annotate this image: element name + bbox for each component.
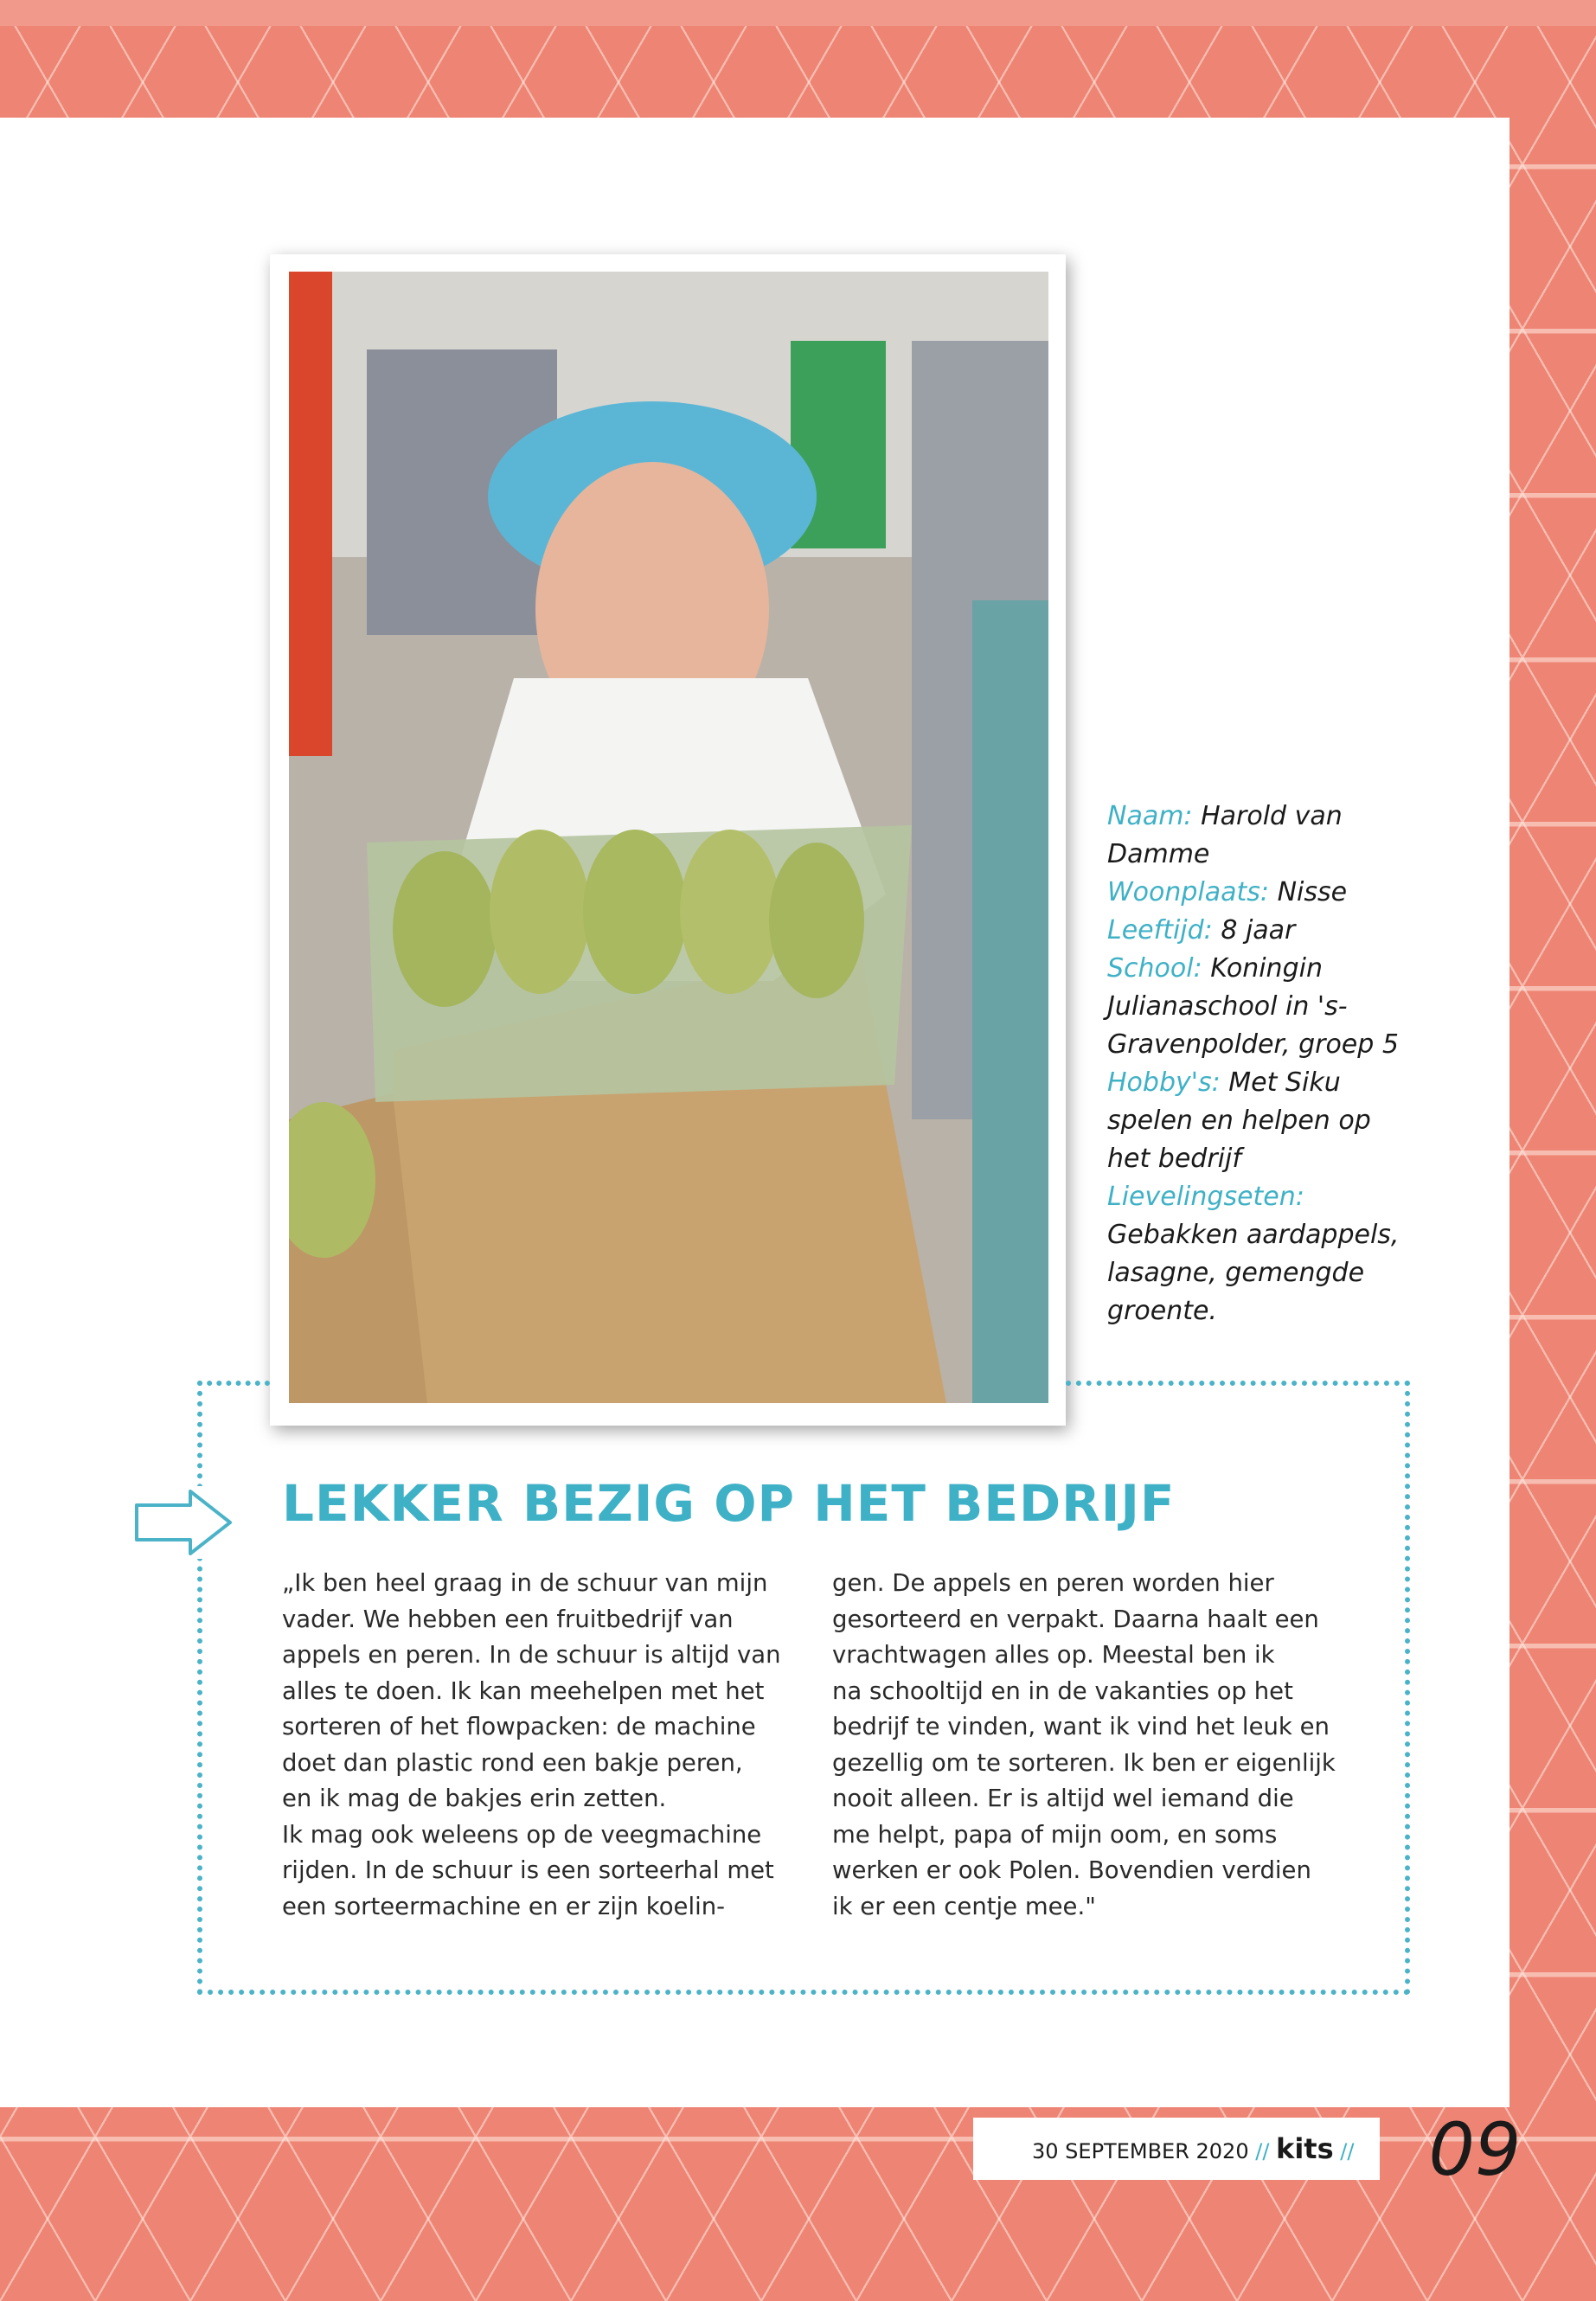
profile-leeftijd [1107,912,1419,950]
arrow-right-icon [130,1486,237,1559]
leeftijd-label: Leeftijd: [1107,915,1213,945]
photo-frame [270,254,1066,1426]
footer-separator: // [1340,2139,1355,2163]
woonplaats-label: Woonplaats: [1107,877,1270,907]
footer-date: 30 SEPTEMBER 2020 [1032,2139,1249,2163]
footer-bar [973,2118,1380,2180]
woonplaats-value: Nisse [1277,877,1348,907]
footer-separator: // [1255,2139,1270,2163]
profile-hobbys [1107,1064,1419,1178]
naam-value: Harold van Damme [1107,801,1343,869]
profile-school [1107,950,1419,1064]
article-column-right: gen. De appels en peren worden hier gesorteerd en verpakt. Daarna haalt een vrachtwagen alles op. Meestal ben ik na schooltijd en in de vakanties op het bedrijf te vinden, want ik vind het leuk en gezellig om te sorteren. Ik ben er eigenlijk nooit alleen. Er is altijd wel iemand die me helpt, papa of mijn oom, en soms werken er ook Polen. Bovendien verdien ik er een centje mee." [832,1569,1336,1920]
dotted-border-top-right [1066,1381,1410,1386]
article-column-left: „Ik ben heel graag in de schuur van mijn vader. We hebben een fruitbedrijf van appels en peren. In de schuur is altijd van alles te doen. Ik kan meehelpen met het sorteren of het flowpacken: de machine doet dan plastic rond een bakje peren, en ik mag de bakjes erin zetten. Ik mag ook weleens op de veegmachine rijden. In de schuur is een sorteerhal met een sorteermachine en er zijn koelin- [282,1569,781,1920]
leeftijd-value: 8 jaar [1221,915,1296,945]
lievelingseten-value: Gebakken aardappels, lasagne, gemengde groente. [1107,1220,1400,1326]
boy-with-pears-photo [289,272,1048,1403]
dotted-border-top-left [197,1381,270,1386]
footer-brand: kits [1276,2132,1334,2165]
profile-name [1107,798,1419,874]
naam-label: Naam: [1107,801,1193,831]
page-number: 09 [1428,2107,1522,2192]
article-headline: LEKKER BEZIG OP HET BEDRIJF [282,1474,1176,1533]
profile-box [1107,798,1419,1330]
photo-illustration [289,272,1048,1403]
hobbys-label: Hobby's: [1107,1067,1221,1098]
school-value: Koningin Julianaschool in 's-Gravenpolder, groep 5 [1107,953,1399,1060]
school-label: School: [1107,953,1202,984]
hobbys-value: Met Siku spelen en helpen op het bedrijf [1107,1067,1371,1174]
profile-lievelingseten [1107,1178,1419,1330]
top-pattern-strip [0,0,1596,26]
lievelingseten-label: Lievelingseten: [1107,1182,1304,1212]
profile-woonplaats [1107,874,1419,912]
